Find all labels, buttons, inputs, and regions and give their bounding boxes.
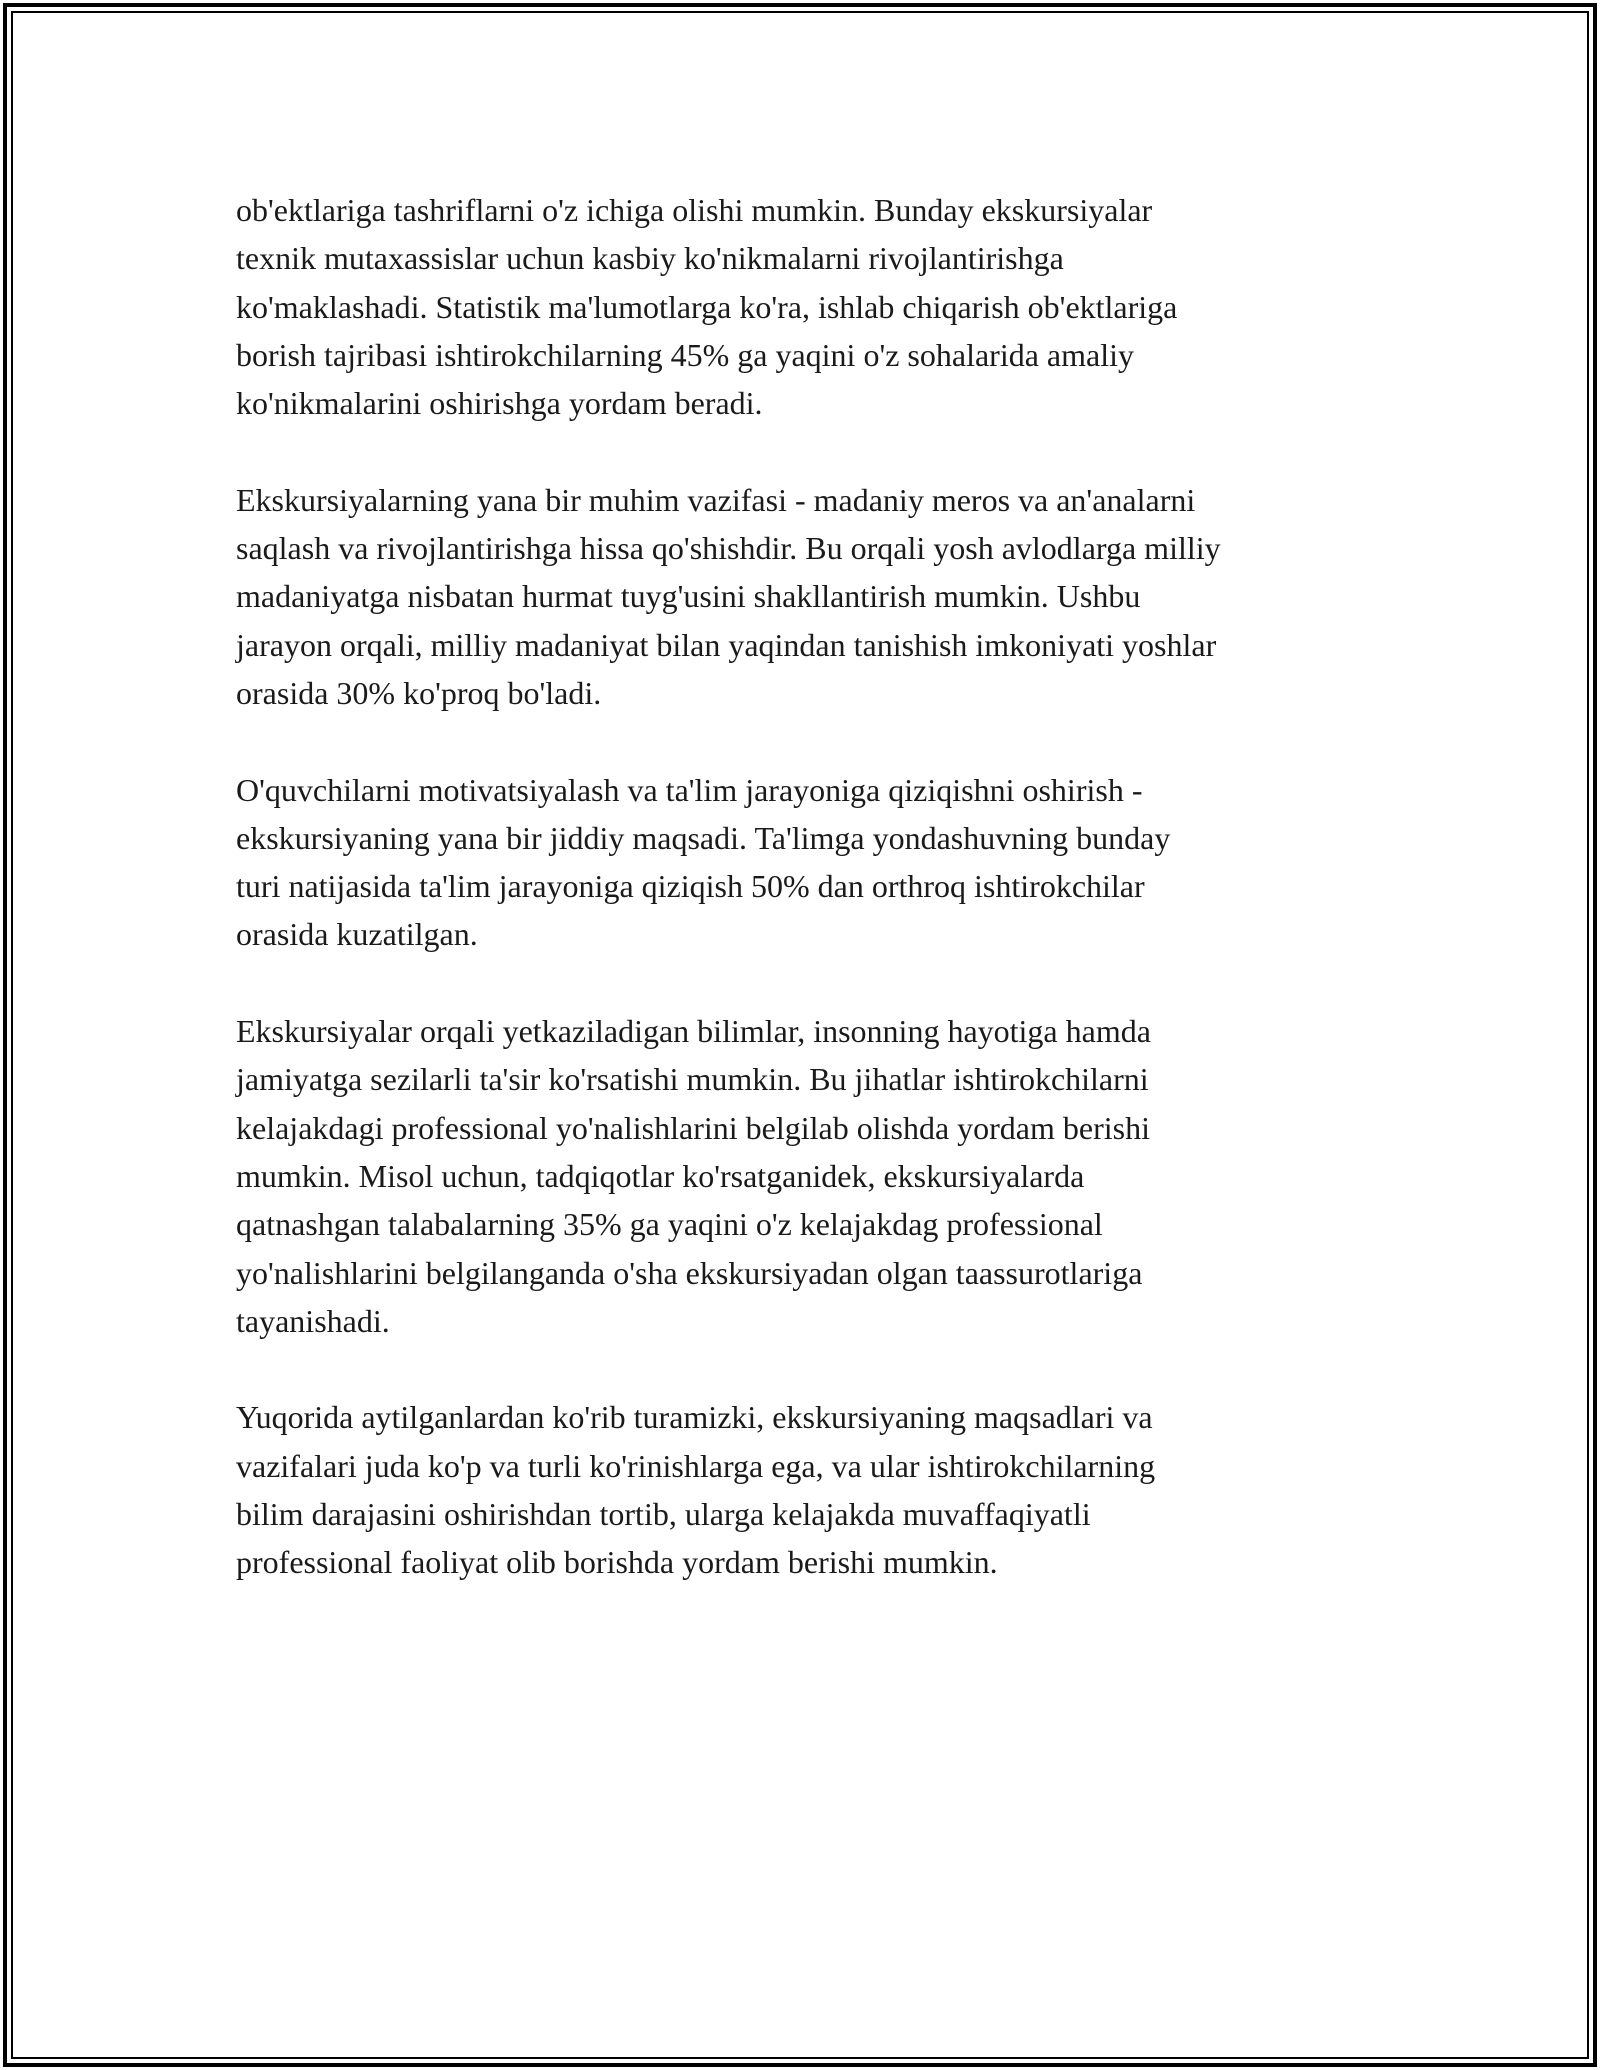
- text-line: tayanishadi.: [236, 1302, 390, 1339]
- document-body: [236, 186, 1386, 1587]
- text-line: kelajakdagi professional yo'nalishlarini belgilab olishda yordam berishi: [236, 1109, 1150, 1146]
- text-line: borish tajribasi ishtirokchilarning 45% ga yaqini o'z sohalarida amaliy: [236, 336, 1134, 373]
- text-line: qatnashgan talabalarning 35% ga yaqini o'z kelajakdag professional: [236, 1206, 1103, 1243]
- paragraph-1: [236, 186, 1386, 427]
- text-line: ko'nikmalarini oshirishga yordam beradi.: [236, 385, 763, 422]
- text-line: ekskursiyaning yana bir jiddiy maqsadi. Ta'limga yondashuvning bunday: [236, 819, 1171, 856]
- text-line: texnik mutaxassislar uchun kasbiy ko'nikmalarni rivojlantirishga: [236, 240, 1064, 277]
- text-line: O'quvchilarni motivatsiyalash va ta'lim jarayoniga qiziqishni oshirish -: [236, 771, 1143, 808]
- paragraph-4: [236, 1007, 1386, 1345]
- text-line: turi natijasida ta'lim jarayoniga qiziqish 50% dan orthroq ishtirokchilar: [236, 868, 1145, 905]
- text-line: ko'maklashadi. Statistik ma'lumotlarga ko'ra, ishlab chiqarish ob'ektlariga: [236, 288, 1178, 325]
- text-line: mumkin. Misol uchun, tadqiqotlar ko'rsatganidek, ekskursiyalarda: [236, 1157, 1085, 1194]
- text-line: madaniyatga nisbatan hurmat tuyg'usini shakllantirish mumkin. Ushbu: [236, 578, 1141, 615]
- text-line: professional faoliyat olib borishda yordam berishi mumkin.: [236, 1544, 998, 1581]
- text-line: Yuqorida aytilganlardan ko'rib turamizki, ekskursiyaning maqsadlari va: [236, 1399, 1153, 1436]
- paragraph-3: [236, 766, 1386, 959]
- paragraph-2: [236, 476, 1386, 717]
- text-line: yo'nalishlarini belgilanganda o'sha ekskursiyadan olgan taassurotlariga: [236, 1254, 1143, 1291]
- paragraph-5: [236, 1393, 1386, 1586]
- text-line: saqlash va rivojlantirishga hissa qo'shishdir. Bu orqali yosh avlodlarga milliy: [236, 530, 1221, 567]
- text-line: orasida 30% ko'proq bo'ladi.: [236, 674, 602, 711]
- text-line: bilim darajasini oshirishdan tortib, ularga kelajakda muvaffaqiyatli: [236, 1496, 1091, 1533]
- text-line: orasida kuzatilgan.: [236, 916, 478, 953]
- text-line: ob'ektlariga tashriflarni o'z ichiga olishi mumkin. Bunday ekskursiyalar: [236, 192, 1153, 228]
- text-line: Ekskursiyalar orqali yetkaziladigan bilimlar, insonning hayotiga hamda: [236, 1013, 1151, 1050]
- text-line: jarayon orqali, milliy madaniyat bilan yaqindan tanishish imkoniyati yoshlar: [236, 626, 1217, 663]
- text-line: vazifalari juda ko'p va turli ko'rinishlarga ega, va ular ishtirokchilarning: [236, 1447, 1156, 1484]
- text-line: jamiyatga sezilarli ta'sir ko'rsatishi mumkin. Bu jihatlar ishtirokchilarni: [236, 1061, 1149, 1098]
- text-line: Ekskursiyalarning yana bir muhim vazifasi - madaniy meros va an'analarni: [236, 481, 1196, 518]
